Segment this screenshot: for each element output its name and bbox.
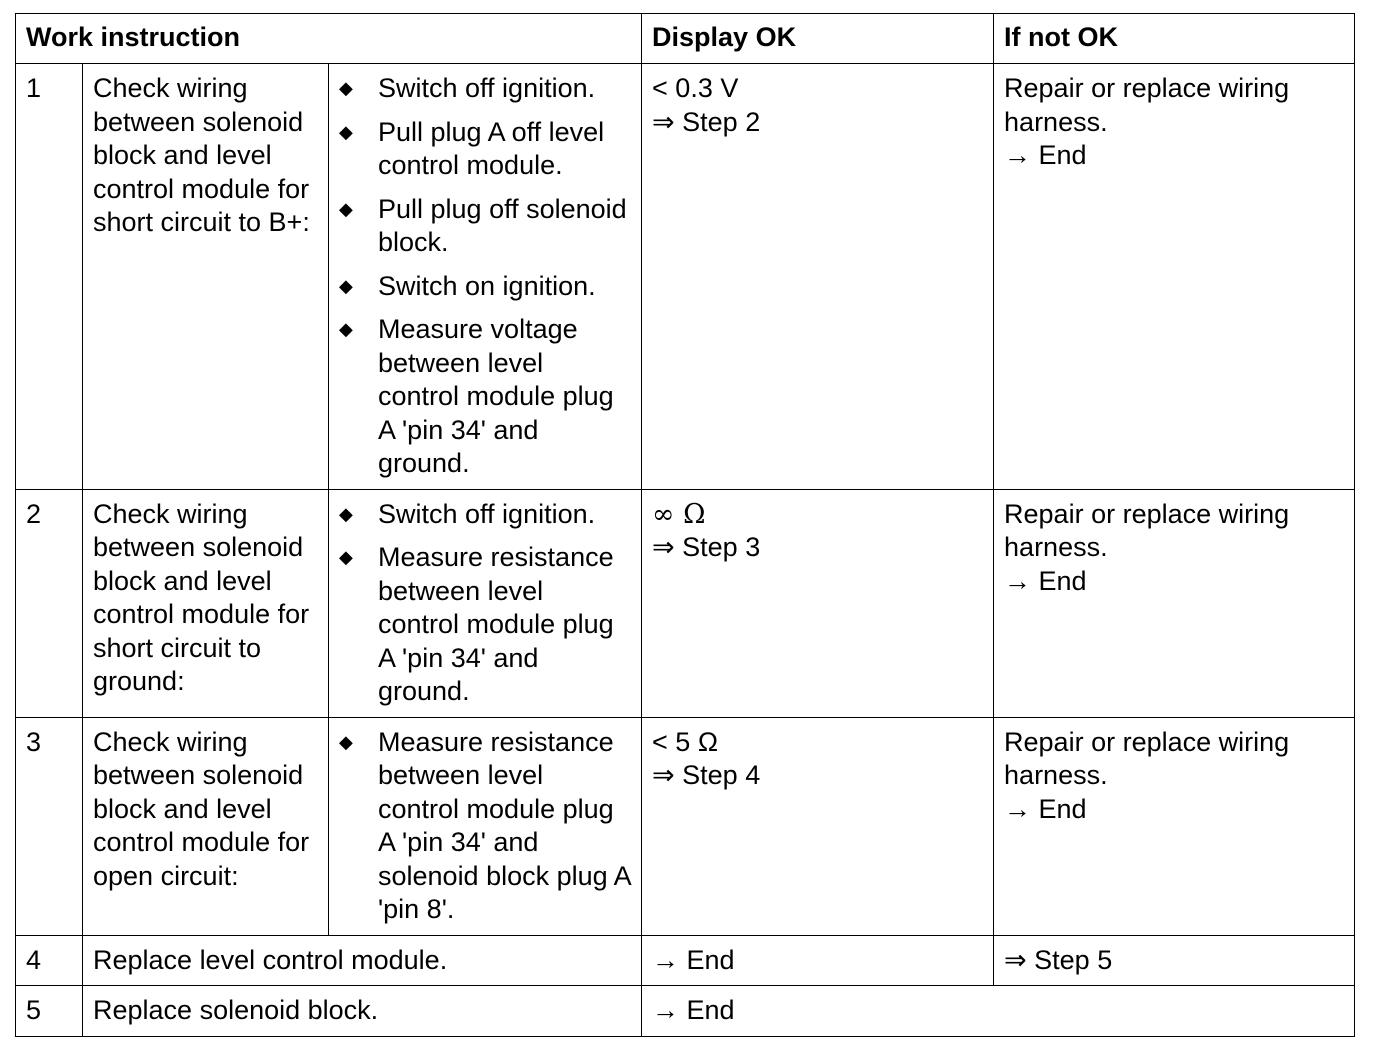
display-value: < 0.3 V bbox=[652, 73, 739, 103]
action-item: ◆ Measure resistance between level control module plug A 'pin 34' and solenoid block plug A 'pin 8'. bbox=[339, 726, 631, 924]
not-ok-next-step: → End bbox=[1004, 140, 1087, 170]
not-ok-next-step: → End bbox=[1004, 565, 1087, 596]
diamond-bullet-icon: ◆ bbox=[339, 731, 353, 752]
not-ok-instruction: Repair or replace wiring harness. bbox=[1004, 73, 1290, 137]
action-list bbox=[339, 726, 631, 927]
display-value: ∞ Ω bbox=[652, 498, 706, 530]
diamond-bullet-icon: ◆ bbox=[339, 198, 353, 219]
diamond-bullet-icon: ◆ bbox=[339, 503, 353, 524]
header-row bbox=[16, 14, 1355, 64]
diamond-bullet-icon: ◆ bbox=[339, 275, 353, 296]
not-ok-next-step: → End bbox=[1004, 793, 1087, 824]
display-ok-cell bbox=[642, 489, 994, 717]
table-row-step-3 bbox=[16, 717, 1355, 935]
table-row-step-1 bbox=[16, 64, 1355, 490]
table-row-step-5 bbox=[16, 986, 1355, 1037]
if-not-ok-cell: ⇒ Step 5 bbox=[994, 935, 1355, 986]
display-next-step: ⇒ Step 2 bbox=[652, 106, 761, 137]
table-row-step-2 bbox=[16, 489, 1355, 717]
action-item: ◆ Pull plug off solenoid block. bbox=[339, 193, 627, 257]
task-description: Replace level control module. bbox=[83, 935, 642, 986]
action-item: ◆ Switch off ignition. bbox=[339, 72, 631, 106]
action-item: ◆ Measure resistance between level control module plug A 'pin 34' and ground. bbox=[339, 542, 614, 706]
header-display-ok: Display OK bbox=[642, 14, 994, 64]
header-if-not-ok: If not OK bbox=[994, 14, 1355, 64]
action-item: ◆ Measure voltage between level control module plug A 'pin 34' and ground. bbox=[339, 314, 614, 478]
step-number: 1 bbox=[16, 64, 83, 490]
task-description: Check wiring between solenoid block and level control module for short circuit to ground: bbox=[83, 489, 329, 717]
action-list bbox=[339, 72, 631, 481]
action-list bbox=[339, 498, 631, 709]
display-ok-cell: → End bbox=[642, 986, 1355, 1037]
display-value: < 5 Ω bbox=[652, 726, 719, 757]
step-number: 5 bbox=[16, 986, 83, 1037]
diamond-bullet-icon: ◆ bbox=[339, 319, 353, 339]
diamond-bullet-icon: ◆ bbox=[339, 78, 353, 98]
task-description: Check wiring between solenoid block and level control module for open circuit: bbox=[83, 717, 329, 935]
step-number: 3 bbox=[16, 717, 83, 935]
display-next-step: ⇒ Step 3 bbox=[652, 532, 761, 562]
action-item: ◆ Pull plug A off level control module. bbox=[339, 116, 605, 180]
not-ok-instruction: Repair or replace wiring harness. bbox=[1004, 498, 1290, 562]
not-ok-instruction: Repair or replace wiring harness. bbox=[1004, 726, 1290, 790]
if-not-ok-cell bbox=[994, 717, 1355, 935]
display-ok-cell bbox=[642, 717, 994, 935]
action-list-cell bbox=[329, 64, 642, 490]
diamond-bullet-icon: ◆ bbox=[339, 121, 353, 142]
task-description: Replace solenoid block. bbox=[83, 986, 642, 1037]
table-row-step-4 bbox=[16, 935, 1355, 986]
step-number: 2 bbox=[16, 489, 83, 717]
if-not-ok-cell bbox=[994, 64, 1355, 490]
action-item: ◆ Switch off ignition. bbox=[339, 498, 631, 532]
action-item: ◆ Switch on ignition. bbox=[339, 270, 631, 304]
action-list-cell bbox=[329, 489, 642, 717]
header-work-instruction: Work instruction bbox=[16, 14, 642, 64]
display-ok-cell bbox=[642, 64, 994, 490]
step-number: 4 bbox=[16, 935, 83, 986]
diamond-bullet-icon: ◆ bbox=[339, 547, 353, 567]
display-next-step: ⇒ Step 4 bbox=[652, 760, 761, 790]
action-list-cell bbox=[329, 717, 642, 935]
work-instruction-table bbox=[15, 13, 1355, 1037]
if-not-ok-cell bbox=[994, 489, 1355, 717]
display-ok-cell: → End bbox=[642, 935, 994, 986]
task-description: Check wiring between solenoid block and level control module for short circuit to B+: bbox=[83, 64, 329, 490]
